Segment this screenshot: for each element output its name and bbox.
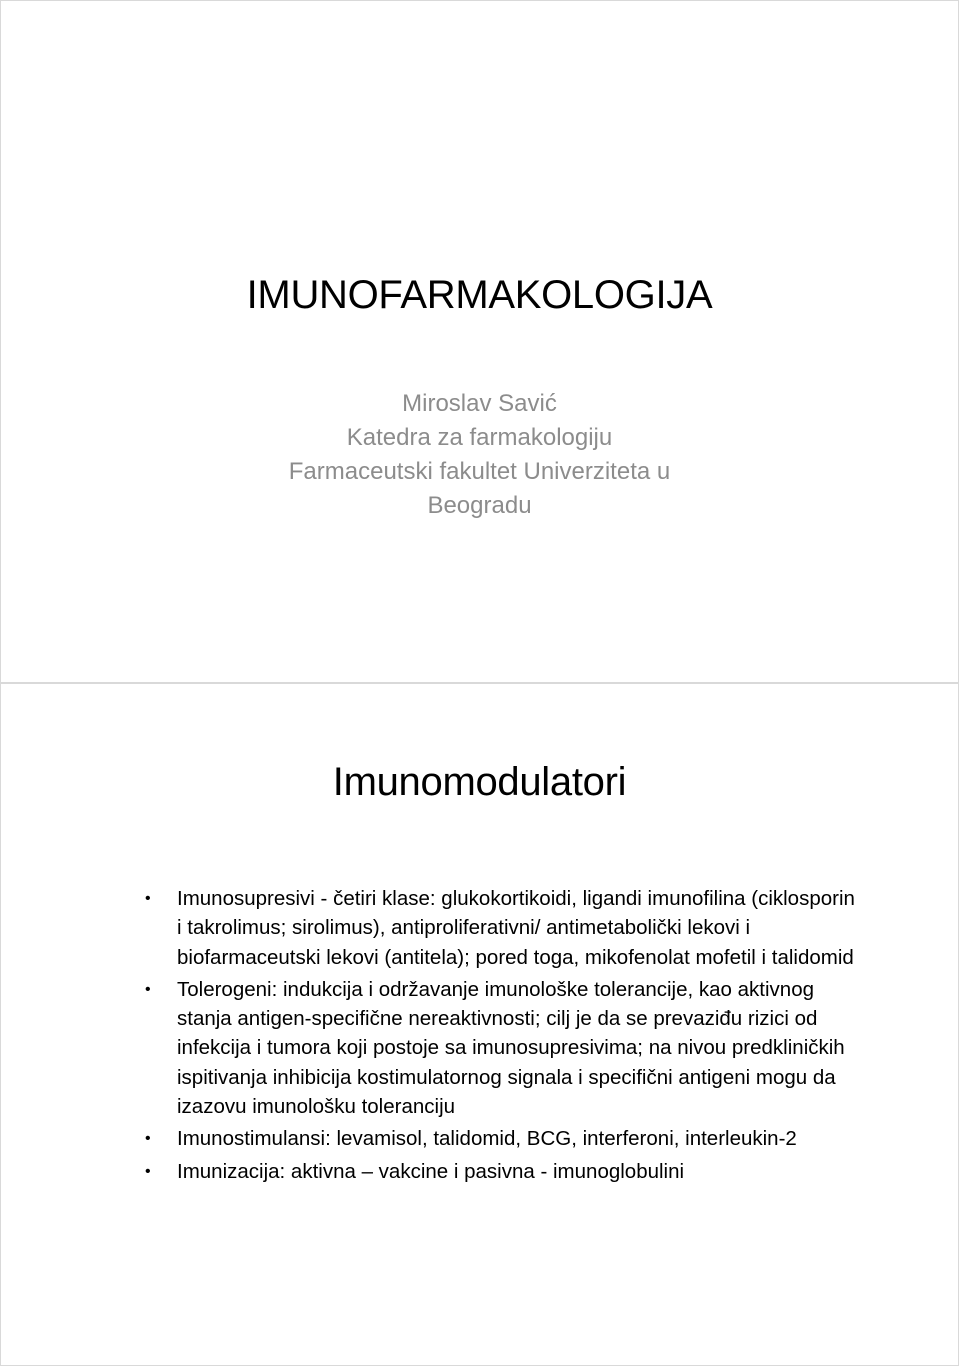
bullet-list (141, 884, 861, 1189)
department-name: Katedra za farmakologiju (346, 424, 613, 451)
faculty-line-2: Beogradu (427, 492, 532, 519)
author-name: Miroslav Savić (402, 390, 557, 417)
slide-title: Imunomodulatori (332, 760, 627, 804)
bullet-item (141, 975, 861, 1121)
title-slide (0, 0, 959, 683)
subtitle-block (1, 387, 958, 523)
bullet-text: Imunostimulansi: levamisol, talidomid, BCG, interferoni, interleukin-2 (177, 1127, 797, 1151)
faculty-line-1: Farmaceutski fakultet Univerziteta u (288, 458, 671, 485)
bullet-text: Tolerogeni: indukcija i održavanje imunološke tolerancije, kao aktivnog stanja antigen-specifične nereaktivnosti; cilj je da se prevaziđu rizici od infekcija i tumora koji postoje sa imunosupresivima; na nivou predkliničkih ispitivanja inhibicija kostimulatornog signala i specifični antigeni mogu da izazovu imunološku toleranciju (177, 977, 845, 1119)
bullet-icon: • (145, 1162, 151, 1180)
bullet-item (141, 884, 861, 972)
content-slide (0, 683, 959, 1366)
bullet-icon: • (145, 1130, 151, 1148)
bullet-item (141, 1157, 861, 1186)
bullet-text: Imunizacija: aktivna – vakcine i pasivna - imunoglobulini (177, 1159, 685, 1183)
bullet-item (141, 1124, 861, 1153)
bullet-icon: • (145, 890, 151, 907)
bullet-icon: • (145, 980, 151, 998)
presentation-title: IMUNOFARMAKOLOGIJA (246, 273, 713, 317)
bullet-text: Imunosupresivi - četiri klase: glukokortikoidi, ligandi imunofilina (ciklosporin i takrolimus; sirolimus), antiproliferativni/ antimetabolički lekovi i biofarmaceutski lekovi (antitela); pored toga, mikofenolat mofetil i talidomid (177, 887, 855, 969)
